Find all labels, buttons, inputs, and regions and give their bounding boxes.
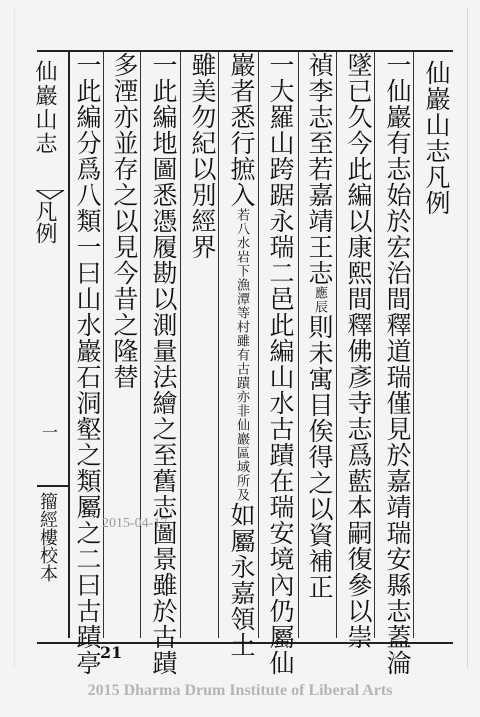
margin-book-title: 仙巖山志 xyxy=(32,60,57,156)
column-rule xyxy=(336,52,337,638)
footer-credit: 2015 Dharma Drum Institute of Liberal Arts xyxy=(87,682,393,699)
date-stamp: 2015-04-17 xyxy=(102,516,168,531)
text-column: 多湮亦並存之以見今昔之隆替 xyxy=(110,52,139,390)
column-rule xyxy=(140,52,141,638)
text-column: 一此編地圖悉憑履勘以測量法繪之至舊志圖景雖於古蹟 xyxy=(149,52,178,676)
inline-note: 若八水岩下漁潭等村雖有古蹟亦非仙巖區域所及 xyxy=(234,208,249,502)
text-run: 則未寓目俟得之以資補正 xyxy=(305,314,334,600)
inline-note: 應辰 xyxy=(312,286,327,314)
column-rule xyxy=(180,52,181,638)
text-column: 一仙巖有志始於宏治間釋道瑞僅見於嘉靖瑞安縣志蓋淪 xyxy=(383,52,412,676)
margin-page-marker: 一 xyxy=(41,423,58,442)
page-number: 21 xyxy=(100,643,123,662)
text-run: 巖者悉行摭入 xyxy=(227,52,256,208)
text-column-heading: 仙巖山志凡例 xyxy=(422,60,451,216)
margin-rule xyxy=(68,52,70,638)
margin-publisher: 籀經樓校本 xyxy=(37,492,58,582)
text-run: 如屬永嘉領土 xyxy=(227,502,256,658)
column-rule xyxy=(103,52,104,638)
column-rule xyxy=(413,52,414,638)
column-rule xyxy=(218,52,219,638)
text-run: 禎李志至若嘉靖王志 xyxy=(305,52,334,286)
column-rule xyxy=(258,52,259,638)
text-column: 一此編分爲八類一曰山水巖石洞壑之類屬之二曰古蹟亭 xyxy=(73,52,102,676)
text-column: 一大羅山跨踞永瑞二邑此編山水古蹟在瑞安境內仍屬仙 xyxy=(266,52,295,676)
text-column: 墜已久今此編以康熙間釋佛彥寺志爲藍本嗣復參以崇 xyxy=(344,52,373,650)
margin-chapter: 凡例 xyxy=(32,200,57,244)
column-rule xyxy=(298,52,299,638)
text-column xyxy=(226,52,256,658)
text-column: 雖美勿紀以別經界 xyxy=(188,52,217,260)
text-column xyxy=(304,52,334,637)
fish-tail-mark xyxy=(36,190,64,200)
column-rule xyxy=(374,52,375,638)
margin-divider xyxy=(37,485,68,487)
